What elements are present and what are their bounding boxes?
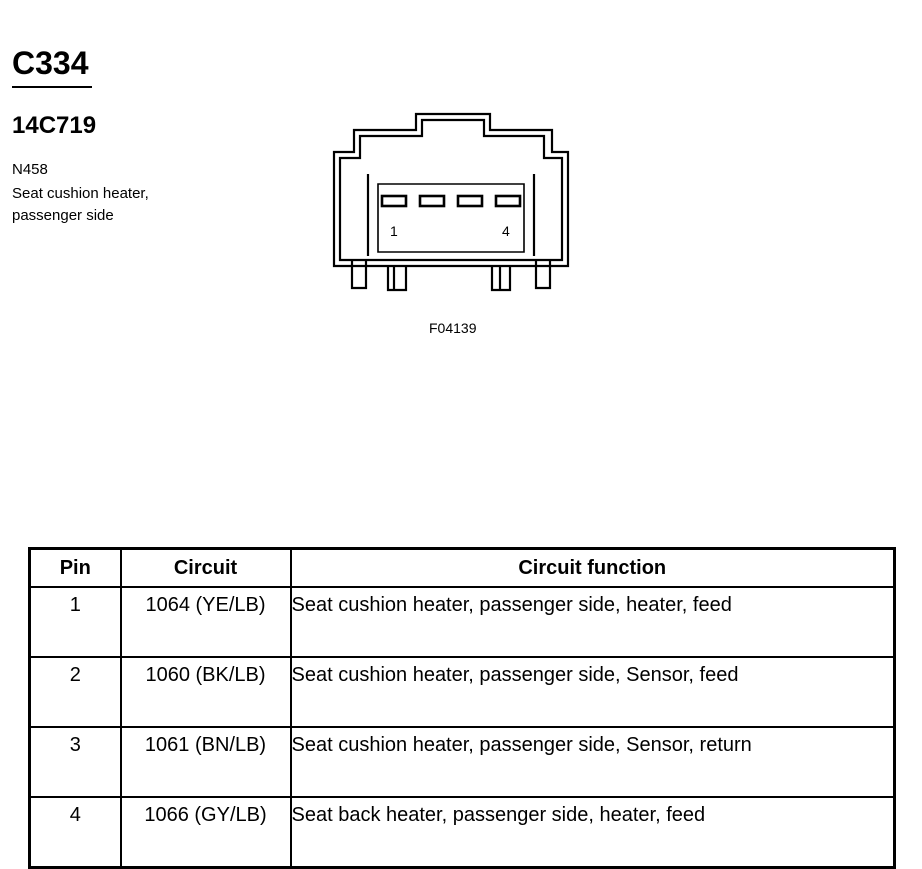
pin-terminal-2 <box>420 196 444 206</box>
pin-table <box>28 547 896 869</box>
pin-terminal-3 <box>458 196 482 206</box>
title-underline <box>12 86 92 88</box>
cell-pin: 2 <box>30 657 121 727</box>
cell-circuit: 1066 (GY/LB) <box>121 797 291 868</box>
cell-circuit: 1061 (BN/LB) <box>121 727 291 797</box>
cell-circuit-function: Seat cushion heater, passenger side, Sensor, return <box>291 727 895 797</box>
connector-id: C334 <box>12 45 89 81</box>
latch-channel <box>368 174 534 256</box>
table-row <box>30 727 895 797</box>
cell-pin: 3 <box>30 727 121 797</box>
part-number: 14C719 <box>12 112 97 139</box>
table-header-row <box>30 549 895 588</box>
cell-circuit-function: Seat cushion heater, passenger side, heater, feed <box>291 587 895 657</box>
housing-foot-left <box>352 260 366 288</box>
table-row <box>30 797 895 868</box>
component-description: Seat cushion heater, passenger side <box>12 185 149 224</box>
cell-pin: 1 <box>30 587 121 657</box>
cell-circuit: 1064 (YE/LB) <box>121 587 291 657</box>
cavity-outline <box>378 184 524 252</box>
pin-terminal-4 <box>496 196 520 206</box>
header-circuit-function: Circuit function <box>291 549 895 588</box>
housing-inner <box>340 120 562 260</box>
cell-circuit-function: Seat back heater, passenger side, heater, feed <box>291 797 895 868</box>
pin-label-last: 4 <box>502 223 510 239</box>
header-circuit: Circuit <box>121 549 291 588</box>
cell-circuit: 1060 (BK/LB) <box>121 657 291 727</box>
connector-face-diagram <box>330 112 572 294</box>
pin-label-first: 1 <box>390 223 398 239</box>
component-code: N458 <box>12 161 48 178</box>
pin-terminal-1 <box>382 196 406 206</box>
figure-id: F04139 <box>429 320 477 336</box>
table-row <box>30 587 895 657</box>
housing-foot-right <box>536 260 550 288</box>
pin-terminals <box>382 196 520 206</box>
header-pin: Pin <box>30 549 121 588</box>
table-row <box>30 657 895 727</box>
cell-pin: 4 <box>30 797 121 868</box>
cell-circuit-function: Seat cushion heater, passenger side, Sensor, feed <box>291 657 895 727</box>
locking-tab-right <box>492 266 510 290</box>
locking-tab-left <box>388 266 406 290</box>
